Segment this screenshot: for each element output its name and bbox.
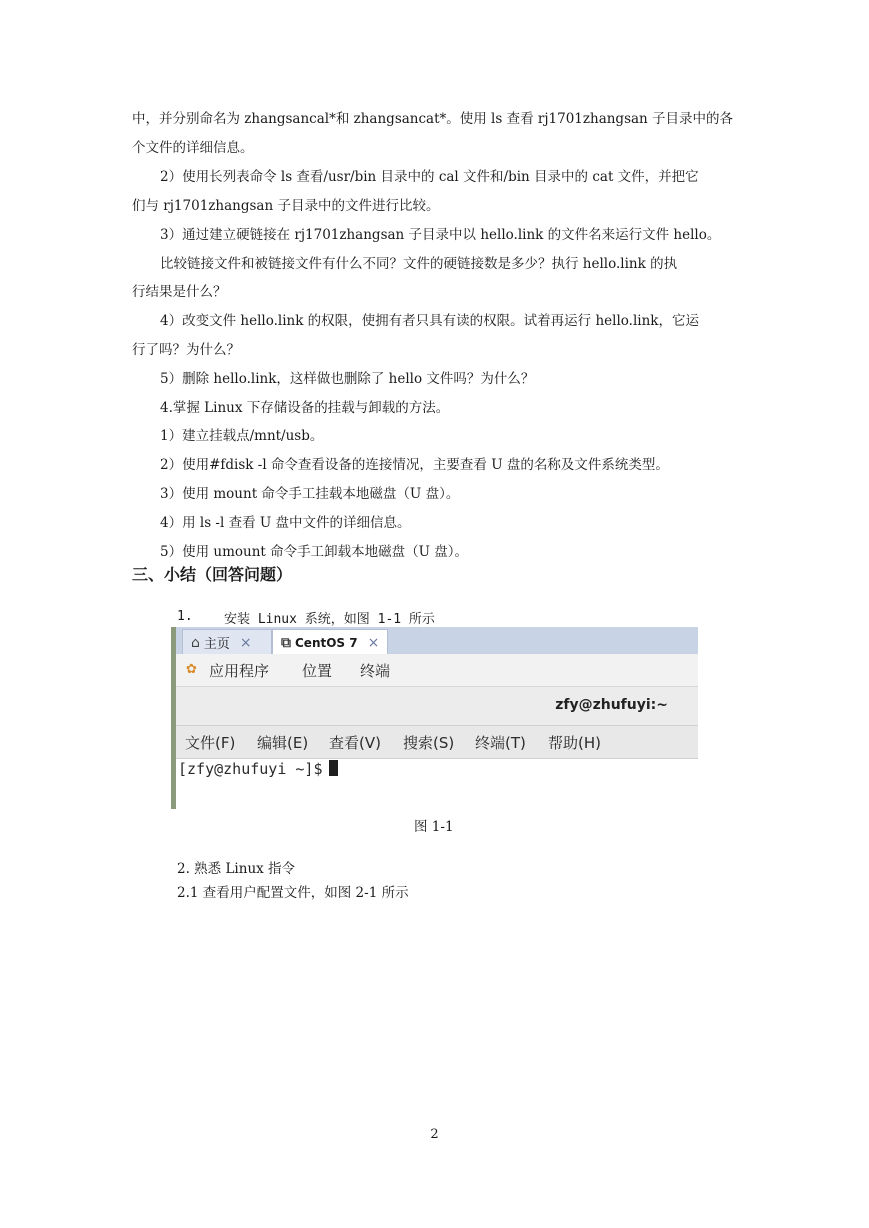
menu-edit[interactable]: 编辑(E): [257, 734, 309, 752]
body-line-11: 4.掌握 Linux 下存储设备的挂载与卸载的方法。: [160, 400, 450, 416]
menu-places[interactable]: 位置: [302, 662, 333, 680]
body-line-8: 4）改变文件 hello.link 的权限，使拥有者只具有读的权限。试着再运行 hello.link，它运: [160, 313, 699, 329]
item-1-text: 安装 Linux 系统，如图 1-1 所示: [224, 612, 435, 627]
centos-screenshot: [171, 627, 698, 809]
body-line-2: 个文件的详细信息。: [132, 140, 254, 156]
tab-centos[interactable]: [272, 629, 388, 655]
item-1-number: 1.: [177, 609, 193, 624]
body-line-6: 比较链接文件和被链接文件有什么不同？文件的硬链接数是多少？执行 hello.link 的执: [160, 256, 678, 272]
body-line-12: 1）建立挂载点/mnt/usb。: [160, 428, 324, 444]
menu-search[interactable]: 搜索(S): [403, 734, 455, 752]
body-line-4: 们与 rj1701zhangsan 子目录中的文件进行比较。: [132, 198, 440, 214]
menu-applications[interactable]: 应用程序: [209, 662, 270, 680]
body-line-5: 3）通过建立硬链接在 rj1701zhangsan 子目录中以 hello.link 的文件名来运行文件 hello。: [160, 227, 721, 243]
close-icon[interactable]: ×: [239, 634, 252, 651]
body-line-9: 行了吗？为什么？: [132, 342, 240, 358]
window-titlebar: [176, 687, 698, 726]
body-line-3: 2）使用长列表命令 ls 查看/usr/bin 目录中的 cal 文件和/bin 目录中的 cat 文件，并把它: [160, 169, 699, 185]
menu-view[interactable]: 查看(V): [329, 734, 381, 752]
menu-help[interactable]: 帮助(H): [548, 734, 601, 752]
figure-caption: 图 1-1: [414, 819, 454, 835]
shell-prompt: [zfy@zhufuyi ~]$: [178, 760, 338, 778]
home-icon: ⌂: [191, 634, 200, 651]
terminal-menubar: [176, 726, 698, 759]
text-cursor: [329, 760, 338, 776]
terminal-tab-icon: ⧉: [281, 634, 291, 651]
gnome-top-bar: [176, 654, 698, 687]
menu-terminal[interactable]: 终端: [360, 662, 391, 680]
vm-tab-bar: [176, 627, 698, 654]
close-icon[interactable]: ×: [367, 634, 380, 651]
tab-home-label: 主页: [203, 637, 230, 652]
body-line-1: 中，并分别命名为 zhangsancal*和 zhangsancat*。使用 ls 查看 rj1701zhangsan 子目录中的各: [132, 111, 734, 127]
window-title: zfy@zhufuyi:~: [555, 697, 668, 713]
page-number: 2: [430, 1127, 439, 1142]
body-line-15: 4）用 ls -l 查看 U 盘中文件的详细信息。: [160, 515, 411, 531]
menu-file[interactable]: 文件(F): [185, 734, 236, 752]
body-line-13: 2）使用#fdisk -l 命令查看设备的连接情况，主要查看 U 盘的名称及文件系统类型。: [160, 457, 669, 473]
body-line-16: 5）使用 umount 命令手工卸载本地磁盘（U 盘）。: [160, 544, 469, 560]
terminal-area[interactable]: [176, 759, 698, 809]
menu-terminal-t[interactable]: 终端(T): [475, 734, 526, 752]
item-2-text: 2. 熟悉 Linux 指令: [177, 861, 296, 877]
tab-centos-label: CentOS 7: [295, 635, 358, 650]
tab-home[interactable]: [182, 629, 272, 655]
section-heading: 三、小结（回答问题）: [132, 565, 293, 584]
body-line-10: 5）删除 hello.link，这样做也删除了 hello 文件吗？为什么？: [160, 371, 535, 387]
body-line-7: 行结果是什么？: [132, 284, 227, 300]
gnome-foot-icon: ✿: [186, 662, 197, 677]
body-line-14: 3）使用 mount 命令手工挂载本地磁盘（U 盘）。: [160, 486, 460, 502]
item-2-1-text: 2.1 查看用户配置文件，如图 2-1 所示: [177, 885, 409, 901]
